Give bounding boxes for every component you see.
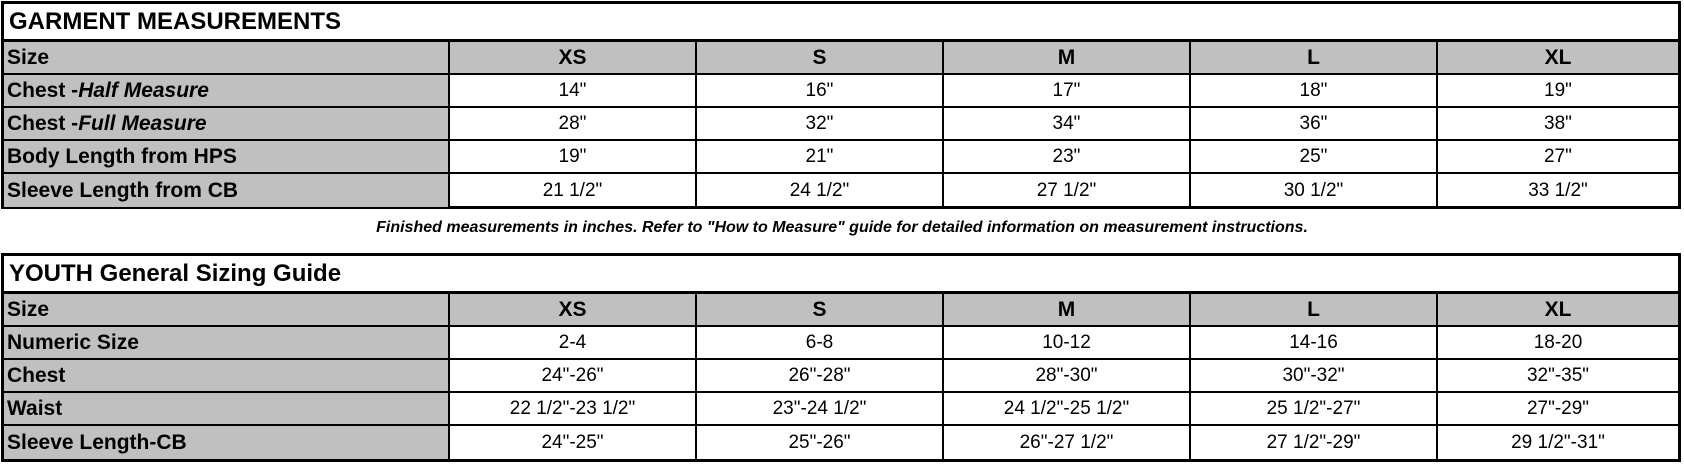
value-cell: 29 1/2"-31" [1511, 431, 1605, 453]
size-header-l: L [1191, 294, 1438, 325]
table-row [4, 108, 1678, 141]
value-cell: 26"-27 1/2" [944, 426, 1191, 459]
value-cell: 27"-29" [1526, 397, 1590, 419]
value-cell: 36" [1191, 108, 1438, 139]
value-cell: 24"-25" [450, 426, 697, 459]
garment-measurements-table [1, 1, 1681, 209]
value-cell: 17" [944, 75, 1191, 106]
size-header-s: S [697, 42, 944, 73]
table-row [4, 75, 1678, 108]
value-cell: 30"-32" [1191, 360, 1438, 391]
value-cell: 21 1/2" [450, 174, 697, 207]
value-cell: 24 1/2"-25 1/2" [944, 393, 1191, 424]
value-cell: 22 1/2"-23 1/2" [450, 393, 697, 424]
value-cell: 21" [697, 141, 944, 172]
value-cell: 25" [1191, 141, 1438, 172]
value-cell: 24 1/2" [697, 174, 944, 207]
row-label: Waist [4, 393, 450, 424]
value-cell: 38" [1544, 112, 1572, 134]
value-cell: 28"-30" [944, 360, 1191, 391]
measurement-note: Finished measurements in inches. Refer to "How to Measure" guide for detailed information on measurement instructions. [376, 219, 1308, 236]
value-cell: 28" [450, 108, 697, 139]
value-cell: 32"-35" [1526, 364, 1590, 386]
label-text: Chest - [7, 78, 79, 102]
value-cell: 19" [450, 141, 697, 172]
table-row [4, 141, 1678, 174]
value-cell: 6-8 [697, 327, 944, 358]
value-cell: 14" [450, 75, 697, 106]
value-cell: 14-16 [1191, 327, 1438, 358]
size-header-s: S [697, 294, 944, 325]
table-row [4, 393, 1678, 426]
value-cell: 24"-26" [450, 360, 697, 391]
value-cell: 33 1/2" [1528, 179, 1588, 201]
size-header-row [4, 294, 1678, 327]
row-label: Size [4, 294, 450, 325]
row-label: Body Length from HPS [4, 141, 450, 172]
table-row [4, 360, 1678, 393]
size-header-xs: XS [450, 42, 697, 73]
value-cell: 32" [697, 108, 944, 139]
value-cell: 23"-24 1/2" [697, 393, 944, 424]
size-header-xl: XL [1438, 294, 1678, 325]
value-cell: 27 1/2"-29" [1191, 426, 1438, 459]
value-cell: 18" [1191, 75, 1438, 106]
label-text: Chest - [7, 111, 79, 135]
size-header-m: M [944, 42, 1191, 73]
value-cell: 10-12 [944, 327, 1191, 358]
row-label: Numeric Size [4, 327, 450, 358]
size-header-m: M [944, 294, 1191, 325]
size-header-row [4, 42, 1678, 75]
value-cell: 25"-26" [697, 426, 944, 459]
table-row [4, 327, 1678, 360]
table-title: GARMENT MEASUREMENTS [4, 4, 1678, 42]
size-header-l: L [1191, 42, 1438, 73]
size-header-xs: XS [450, 294, 697, 325]
table-title: YOUTH General Sizing Guide [4, 256, 1678, 294]
row-label [4, 108, 450, 139]
value-cell: 23" [944, 141, 1191, 172]
value-cell: 27" [1544, 145, 1572, 167]
value-cell: 27 1/2" [944, 174, 1191, 207]
row-label: Sleeve Length from CB [4, 174, 450, 207]
value-cell: 16" [697, 75, 944, 106]
table-row [4, 426, 1678, 459]
value-cell: 2-4 [450, 327, 697, 358]
row-label: Size [4, 42, 450, 73]
value-cell: 18-20 [1533, 331, 1583, 353]
row-label [4, 75, 450, 106]
row-label: Chest [4, 360, 450, 391]
label-italic-text: Full Measure [78, 111, 207, 135]
value-cell: 34" [944, 108, 1191, 139]
size-header-xl: XL [1438, 42, 1678, 73]
table-row [4, 174, 1678, 207]
youth-sizing-table [1, 253, 1681, 462]
value-cell: 30 1/2" [1191, 174, 1438, 207]
value-cell: 25 1/2"-27" [1191, 393, 1438, 424]
label-italic-text: Half Measure [78, 78, 209, 102]
row-label: Sleeve Length-CB [4, 426, 450, 459]
value-cell: 19" [1544, 79, 1572, 101]
value-cell: 26"-28" [697, 360, 944, 391]
